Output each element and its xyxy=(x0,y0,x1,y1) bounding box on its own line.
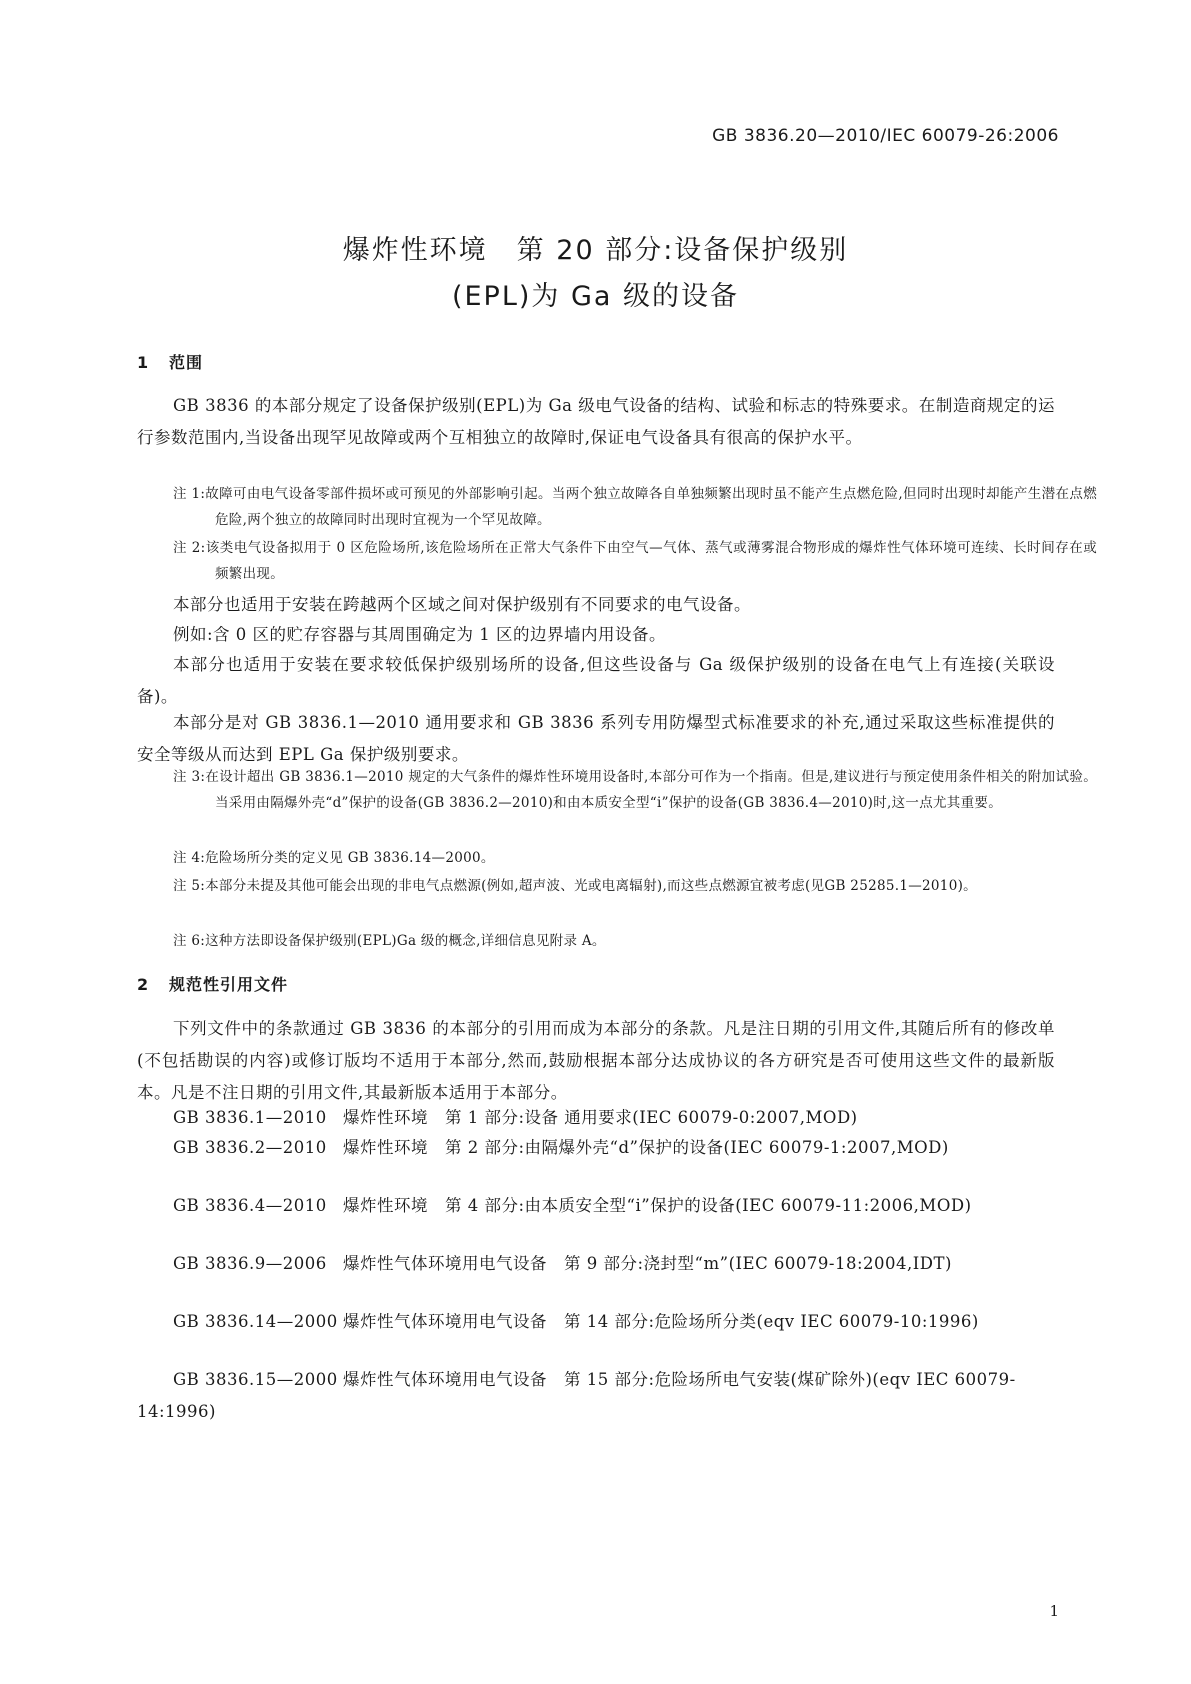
reference-item xyxy=(137,1248,1055,1280)
reference-code: GB 3836.15—2000 xyxy=(173,1370,338,1389)
reference-item xyxy=(137,1364,1055,1428)
section-1-paragraph-5: 本部分是对 GB 3836.1—2010 通用要求和 GB 3836 系列专用防爆型式标准要求的补充,通过采取这些标准提供的安全等级从而达到 EPL Ga 保护级别要求。 xyxy=(137,713,1055,764)
reference-item xyxy=(137,1306,1055,1338)
note-1: 注 1:故障可由电气设备零部件损坏或可预见的外部影响引起。当两个独立故障各自单独频繁出现时虽不能产生点燃危险,但同时出现时却能产生潜在点燃危险,两个独立的故障同时出现时宜视为一个罕见故障。 xyxy=(173,486,1097,528)
page-number: 1 xyxy=(1049,1602,1059,1620)
reference-item xyxy=(137,1102,1055,1134)
reference-title: 爆炸性气体环境用电气设备 第 9 部分:浇封型“m”(IEC 60079-18:2004,IDT) xyxy=(343,1254,952,1273)
standard-number: GB 3836.20—2010/IEC 60079-26:2006 xyxy=(712,126,1059,146)
reference-item xyxy=(137,1132,1055,1164)
note-2: 注 2:该类电气设备拟用于 0 区危险场所,该危险场所在正常大气条件下由空气—气体、蒸气或薄雾混合物形成的爆炸性气体环境可连续、长时间存在或频繁出现。 xyxy=(173,540,1097,582)
section-number: 2 xyxy=(137,975,150,994)
section-1-paragraph-1: GB 3836 的本部分规定了设备保护级别(EPL)为 Ga 级电气设备的结构、试验和标志的特殊要求。在制造商规定的运行参数范围内,当设备出现罕见故障或两个互相独立的故障时,保证电气设备具有很高的保护水平。 xyxy=(137,396,1055,447)
note-5: 注 5:本部分未提及其他可能会出现的非电气点燃源(例如,超声波、光或电离辐射),而这些点燃源宜被考虑(见GB 25285.1—2010)。 xyxy=(173,878,977,894)
section-title: 规范性引用文件 xyxy=(169,975,289,994)
reference-title: 爆炸性气体环境用电气设备 第 15 部分:危险场所电气安装(煤矿除外)(eqv IEC 60079-14:1996) xyxy=(137,1370,1016,1421)
reference-code: GB 3836.2—2010 xyxy=(173,1138,327,1157)
section-title: 范围 xyxy=(169,353,204,372)
note-3: 注 3:在设计超出 GB 3836.1—2010 规定的大气条件的爆炸性环境用设备时,本部分可作为一个指南。但是,建议进行与预定使用条件相关的附加试验。当采用由隔爆外壳“d”保护的设备(GB 3836.2—2010)和由本质安全型“i”保护的设备(GB 3836.4—2010)时,这一点尤其重要。 xyxy=(173,769,1097,811)
reference-title: 爆炸性环境 第 4 部分:由本质安全型“i”保护的设备(IEC 60079-11:2006,MOD) xyxy=(343,1196,972,1215)
section-1-paragraph-2: 本部分也适用于安装在跨越两个区域之间对保护级别有不同要求的电气设备。 xyxy=(173,595,751,614)
reference-title: 爆炸性气体环境用电气设备 第 14 部分:危险场所分类(eqv IEC 60079-10:1996) xyxy=(343,1312,979,1331)
reference-title: 爆炸性环境 第 1 部分:设备 通用要求(IEC 60079-0:2007,MOD) xyxy=(343,1108,858,1127)
reference-item xyxy=(137,1190,1055,1222)
note-4: 注 4:危险场所分类的定义见 GB 3836.14—2000。 xyxy=(173,850,495,866)
section-1-paragraph-4: 本部分也适用于安装在要求较低保护级别场所的设备,但这些设备与 Ga 级保护级别的设备在电气上有连接(关联设备)。 xyxy=(137,655,1055,706)
section-1-heading xyxy=(137,350,203,373)
section-2-paragraph-1: 下列文件中的条款通过 GB 3836 的本部分的引用而成为本部分的条款。凡是注日期的引用文件,其随后所有的修改单(不包括勘误的内容)或修订版均不适用于本部分,然而,鼓励根据本部分达成协议的各方研究是否可使用这些文件的最新版本。凡是不注日期的引用文件,其最新版本适用于本部分。 xyxy=(137,1019,1055,1102)
reference-code: GB 3836.4—2010 xyxy=(173,1196,327,1215)
reference-title: 爆炸性环境 第 2 部分:由隔爆外壳“d”保护的设备(IEC 60079-1:2007,MOD) xyxy=(343,1138,949,1157)
section-number: 1 xyxy=(137,353,150,372)
note-6: 注 6:这种方法即设备保护级别(EPL)Ga 级的概念,详细信息见附录 A。 xyxy=(173,933,606,949)
document-title-line-2: (EPL)为 Ga 级的设备 xyxy=(451,281,740,312)
section-2-heading xyxy=(137,972,288,995)
reference-code: GB 3836.14—2000 xyxy=(173,1312,338,1331)
section-1-paragraph-3: 例如:含 0 区的贮存容器与其周围确定为 1 区的边界墙内用设备。 xyxy=(173,625,667,644)
reference-code: GB 3836.1—2010 xyxy=(173,1108,327,1127)
reference-code: GB 3836.9—2006 xyxy=(173,1254,327,1273)
document-title-line-1: 爆炸性环境 第 20 部分:设备保护级别 xyxy=(342,235,849,266)
